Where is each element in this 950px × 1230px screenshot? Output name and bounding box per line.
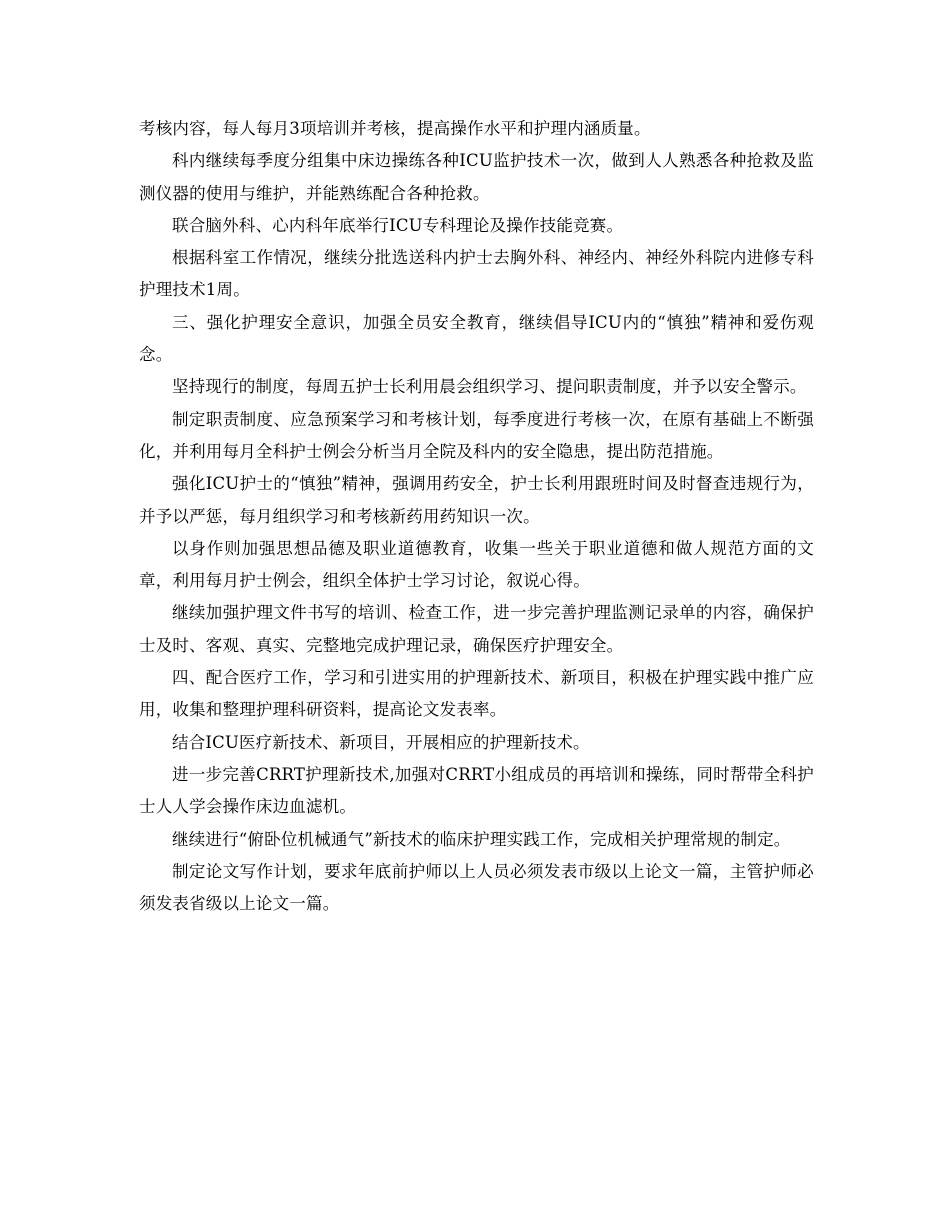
paragraph: 继续进行“俯卧位机械通气”新技术的临床护理实践工作，完成相关护理常规的制定。 [172, 829, 791, 849]
section-heading-paragraph: 四、配合医疗工作，学习和引进实用的护理新技术、新项目，积极在护理实践中推广应用，收集和整理护理科研资料，提高论文发表率。 [139, 668, 814, 720]
paragraph: 继续加强护理文件书写的培训、检查工作，进一步完善护理监测记录单的内容，确保护士及时、客观、真实、完整地完成护理记录，确保医疗护理安全。 [139, 603, 814, 655]
paragraph: 以身作则加强思想品德及职业道德教育，收集一些关于职业道德和做人规范方面的文章，利用每月护士例会，组织全体护士学习讨论，叙说心得。 [139, 538, 814, 591]
paragraph: 制定职责制度、应急预案学习和考核计划，每季度进行考核一次，在原有基础上不断强化，并利用每月全科护士例会分析当月全院及科内的安全隐患，提出防范措施。 [139, 409, 814, 461]
paragraph: 联合脑外科、心内科年底举行ICU专科理论及操作技能竞赛。 [172, 215, 624, 235]
section-heading-paragraph: 三、强化护理安全意识，加强全员安全教育，继续倡导ICU内的“慎独”精神和爱伤观念。 [139, 312, 815, 365]
paragraph: 坚持现行的制度，每周五护士长利用晨会组织学习、提问职责制度，并予以安全警示。 [172, 377, 807, 397]
paragraph-continued: 考核内容，每人每月3项培训并考核，提高操作水平和护理内涵质量。 [139, 119, 651, 138]
paragraph: 结合ICU医疗新技术、新项目，开展相应的护理新技术。 [172, 732, 590, 752]
paragraph: 根据科室工作情况，继续分批选送科内护士去胸外科、神经内、神经外科院内进修专科护理技术1周。 [139, 248, 814, 300]
paragraph: 进一步完善CRRT护理新技术,加强对CRRT小组成员的再培训和操练，同时帮带全科护士人人学会操作床边血滤机。 [139, 764, 814, 817]
document-body [139, 113, 814, 920]
paragraph: 科内继续每季度分组集中床边操练各种ICU监护技术一次，做到人人熟悉各种抢救及监测仪器的使用与维护，并能熟练配合各种抢救。 [139, 151, 814, 203]
paragraph: 制定论文写作计划，要求年底前护师以上人员必须发表市级以上论文一篇，主管护师必须发表省级以上论文一篇。 [139, 861, 814, 914]
paragraph: 强化ICU护士的“慎独”精神，强调用药安全，护士长利用跟班时间及时督查违规行为，并予以严惩，每月组织学习和考核新药用药知识一次。 [139, 474, 814, 526]
